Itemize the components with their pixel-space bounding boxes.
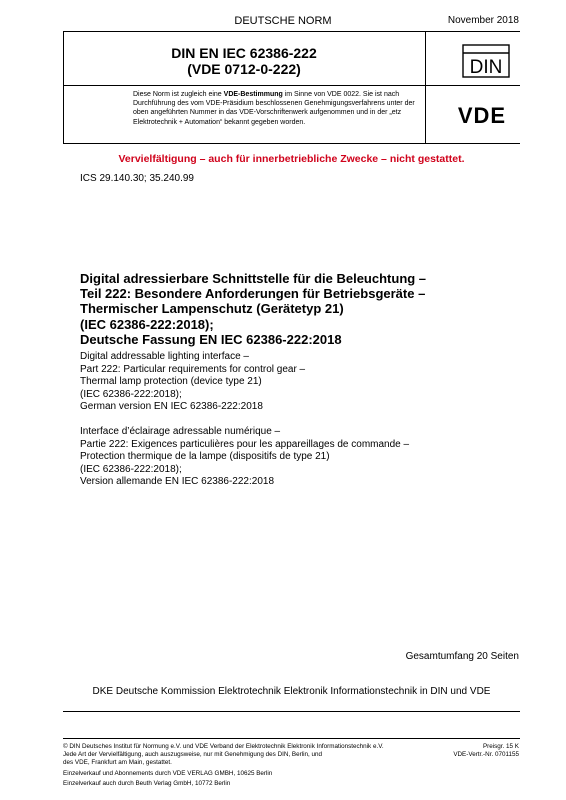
- copyright-notice: © DIN Deutsches Institut für Normung e.V. und VDE Verband der Elektrotechnik Elektronik Informationstechnik e.V. Jede Art der Vervielfältigung, auch auszugsweise, nur mit Genehmigung des DIN, Berlin, und des VDE, Frankfurt am Main, gestattet.: [63, 743, 384, 766]
- french-title-line: Protection thermique de la lampe (dispositifs de type 21): [80, 451, 330, 462]
- header-rule: [63, 31, 520, 32]
- title-box-bottom-rule: [63, 143, 520, 144]
- english-title-line: Thermal lamp protection (device type 21): [80, 376, 262, 387]
- ics-classification: ICS 29.140.30; 35.240.99: [80, 173, 194, 184]
- english-title-line: (IEC 62386-222:2018);: [80, 388, 182, 400]
- english-title-line: German version EN IEC 62386-222:2018: [80, 401, 263, 412]
- vde-order-number: VDE-Vertr.-Nr. 0701155: [453, 750, 519, 758]
- english-title-line: Part 222: Particular requirements for control gear –: [80, 363, 306, 375]
- french-title-line: (IEC 62386-222:2018);: [80, 463, 182, 475]
- price-info: [453, 743, 519, 759]
- german-title-line: Digital adressierbare Schnittstelle für die Beleuchtung –: [80, 271, 427, 286]
- vde-regulation-term: VDE-Bestimmung: [223, 91, 283, 98]
- german-title-line: (IEC 62386-222:2018);: [80, 316, 214, 332]
- german-title-line: Thermischer Lampenschutz (Gerätetyp 21): [80, 301, 344, 317]
- sales-info: Einzelverkauf und Abonnements durch VDE VERLAG GMBH, 10625 Berlin Einzelverkauf auch durch Beuth Verlag GmbH, 10772 Berlin: [63, 770, 273, 788]
- french-title-line: Partie 222: Exigences particulières pour les appareillages de commande –: [80, 438, 410, 450]
- footer-rule-bottom: [63, 738, 520, 739]
- publication-date: November 2018: [447, 15, 519, 26]
- german-title-line: Teil 222: Besondere Anforderungen für Betriebsgeräte –: [80, 286, 426, 302]
- standard-title-block: [63, 45, 425, 77]
- title-box-divider: [425, 31, 426, 143]
- dke-commission: DKE Deutsche Kommission Elektrotechnik Elektronik Informationstechnik in DIN und VDE: [92, 686, 491, 697]
- french-title: [80, 426, 540, 489]
- footer-rule-top: [63, 711, 520, 712]
- reproduction-warning: Vervielfältigung – auch für innerbetriebliche Zwecke – nicht gestattet.: [118, 153, 465, 165]
- vde-regulation-notice: Diese Norm ist zugleich eine VDE-Bestimmung im Sinne von VDE 0022. Sie ist nach Durchführung des vom VDE-Präsidium beschlossenen Genehmigungsverfahrens unter der oben angeführten Nummer in das VDE-Vorschriftenwerk aufgenommen und in der „etz Elektrotechnik + Automation“ bekannt gegeben worden.: [133, 91, 415, 126]
- vde-classification-number: (VDE 0712-0-222): [187, 61, 301, 77]
- vde-logo-icon: [444, 103, 520, 127]
- english-title: [80, 351, 520, 414]
- german-title: [80, 271, 520, 347]
- standard-number: DIN EN IEC 62386-222: [171, 45, 317, 61]
- title-box-middle-rule: [63, 85, 520, 86]
- french-title-line: Interface d’éclairage adressable numérique –: [80, 426, 281, 437]
- din-logo-icon: [462, 44, 510, 78]
- german-title-line: Deutsche Fassung EN IEC 62386-222:2018: [80, 331, 342, 347]
- norm-type-label: DEUTSCHE NORM: [234, 15, 332, 27]
- vde-logo-text: VDE: [457, 103, 507, 127]
- din-logo-text: DIN: [469, 57, 503, 78]
- price-group: Preisgr. 15 K: [482, 743, 519, 750]
- english-title-line: Digital addressable lighting interface –: [80, 351, 249, 362]
- french-title-line: Version allemande EN IEC 62386-222:2018: [80, 476, 275, 487]
- total-pages: Gesamtumfang 20 Seiten: [405, 651, 519, 662]
